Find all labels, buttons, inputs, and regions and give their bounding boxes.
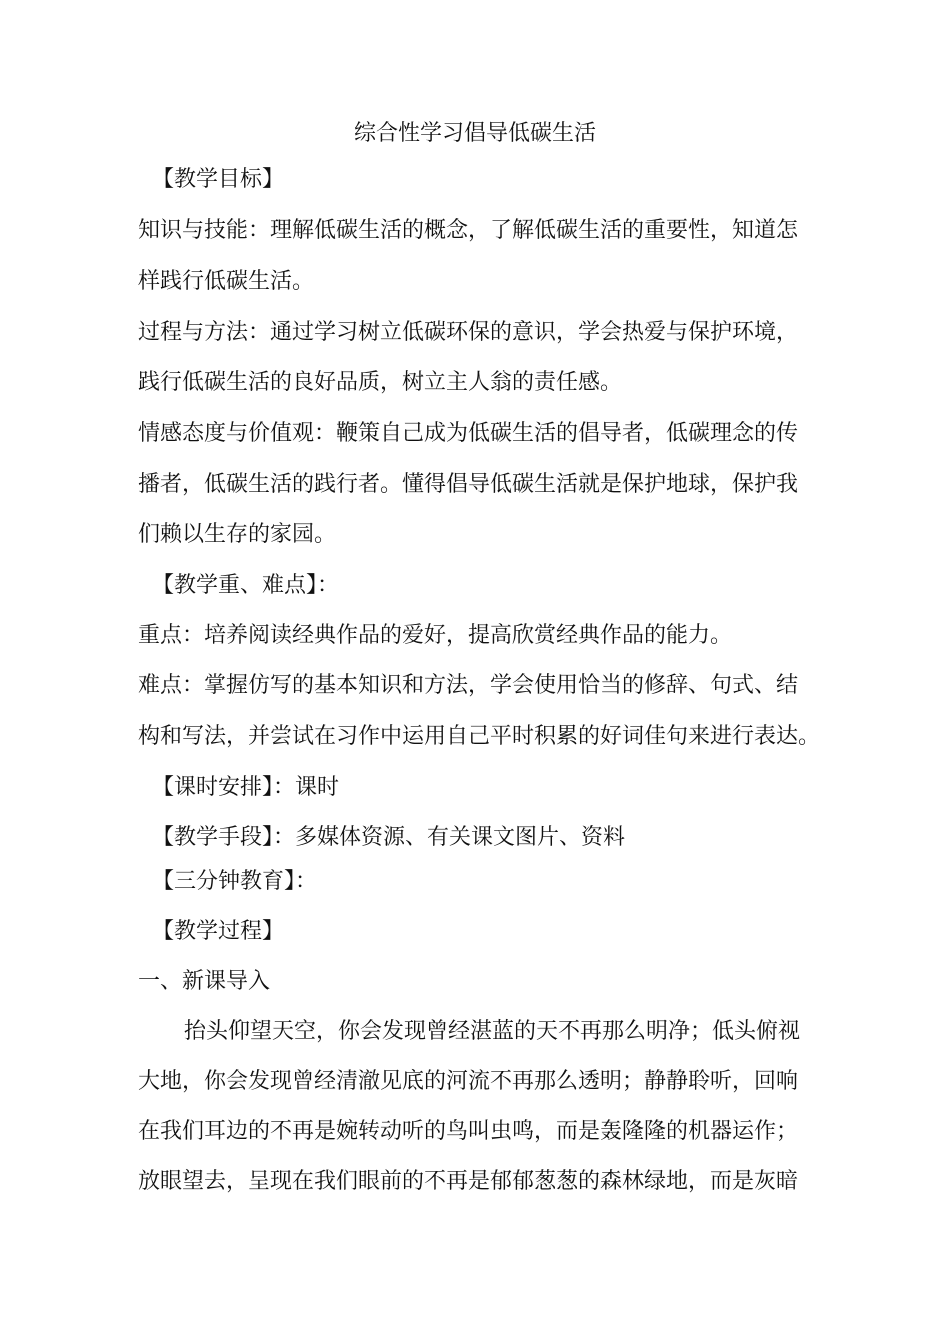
section-heading-key-points: 【教学重、难点】： (152, 573, 340, 598)
section-heading-process: 【教学过程】 (152, 919, 285, 944)
paragraph-line: 过程与方法：通过学习树立低碳环保的意识，学会热爱与保护环境， (138, 320, 799, 345)
paragraph-line: 放眼望去，呈现在我们眼前的不再是郁郁葱葱的森林绿地，而是灰暗 (138, 1169, 799, 1194)
paragraph-line: 践行低碳生活的良好品质，树立主人翁的责任感。 (138, 370, 623, 395)
section-heading-means: 【教学手段】：多媒体资源、有关课文图片、资料 (152, 825, 626, 850)
paragraph-line: 知识与技能：理解低碳生活的概念，了解低碳生活的重要性，知道怎 (138, 218, 799, 243)
section-heading-schedule: 【课时安排】：课时 (152, 775, 340, 800)
paragraph-line: 难点：掌握仿写的基本知识和方法，学会使用恰当的修辞、句式、结 (138, 673, 799, 698)
document-title: 综合性学习倡导低碳生活 (353, 121, 596, 146)
paragraph-line: 样践行低碳生活。 (138, 269, 315, 294)
paragraph-line: 在我们耳边的不再是婉转动听的鸟叫虫鸣，而是轰隆隆的机器运作； (138, 1119, 799, 1144)
paragraph-line: 们赖以生存的家园。 (138, 522, 337, 547)
paragraph-line: 构和写法，并尝试在习作中运用自己平时积累的好词佳句来进行表达。 (138, 724, 821, 749)
paragraph-line: 播者，低碳生活的践行者。懂得倡导低碳生活就是保护地球，保护我 (138, 472, 799, 497)
paragraph-line: 抬头仰望天空，你会发现曾经湛蓝的天不再那么明净；低头俯视 (184, 1019, 801, 1044)
section-heading-three-minute: 【三分钟教育】： (152, 869, 318, 894)
subsection-heading-intro: 一、新课导入 (138, 969, 271, 994)
paragraph-line: 情感态度与价值观：鞭策自己成为低碳生活的倡导者，低碳理念的传 (138, 421, 799, 446)
paragraph-line: 重点：培养阅读经典作品的爱好，提高欣赏经典作品的能力。 (138, 623, 733, 648)
paragraph-line: 大地，你会发现曾经清澈见底的河流不再那么透明；静静聆听，回响 (138, 1069, 799, 1094)
section-heading-teaching-goals: 【教学目标】 (152, 167, 285, 192)
